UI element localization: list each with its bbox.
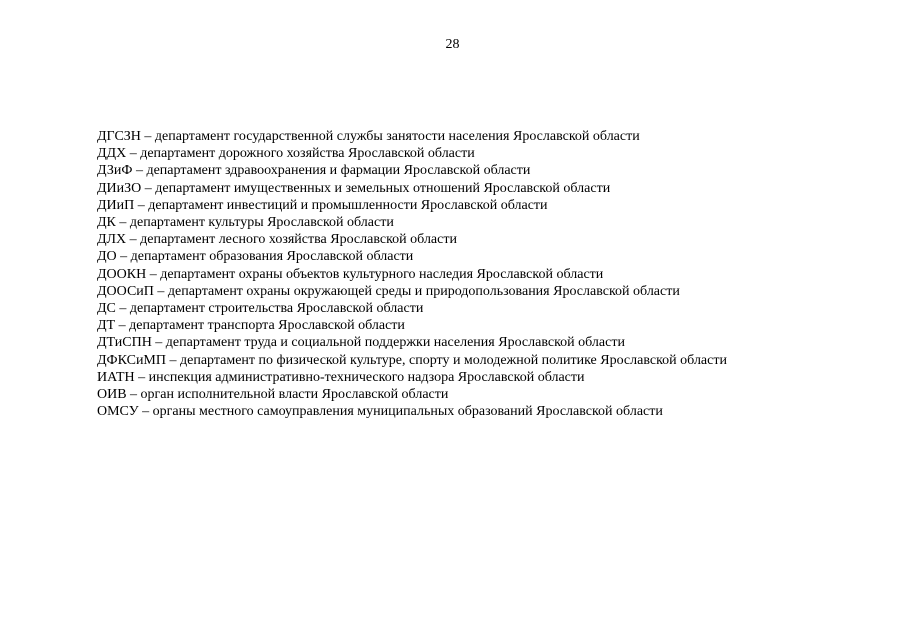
abbreviation-item: ДЗиФ – департамент здравоохранения и фармации Ярославской области	[97, 163, 531, 179]
abbreviation-item: ДЛХ – департамент лесного хозяйства Ярославской области	[97, 232, 457, 248]
abbreviation-item: ДИиЗО – департамент имущественных и земельных отношений Ярославской области	[97, 180, 611, 196]
abbreviation-item: ДТиСПН – департамент труда и социальной поддержки населения Ярославской области	[97, 335, 625, 351]
page-number: 28	[445, 37, 460, 52]
abbreviation-item: ДООКН – департамент охраны объектов культурного наследия Ярославской области	[97, 266, 604, 282]
abbreviation-item: ДК – департамент культуры Ярославской области	[97, 215, 394, 231]
abbreviation-item: ДООСиП – департамент охраны окружающей среды и природопользования Ярославской области	[97, 283, 680, 299]
abbreviation-item: ДФКСиМП – департамент по физической культуре, спорту и молодежной политике Ярославской области	[97, 352, 727, 368]
abbreviation-item: ДГСЗН – департамент государственной службы занятости населения Ярославской области	[97, 129, 640, 144]
abbreviation-item: ДТ – департамент транспорта Ярославской области	[97, 318, 405, 334]
abbreviation-item: ОМСУ – органы местного самоуправления муниципальных образований Ярославской области	[97, 404, 663, 420]
abbreviation-list	[97, 128, 727, 420]
abbreviation-item: ДИиП – департамент инвестиций и промышленности Ярославской области	[97, 197, 548, 213]
abbreviation-item: ОИВ – орган исполнительной власти Ярославской области	[97, 387, 449, 403]
abbreviation-item: ИАТН – инспекция административно-технического надзора Ярославской области	[97, 369, 585, 385]
abbreviation-item: ДО – департамент образования Ярославской области	[97, 249, 414, 265]
abbreviation-item: ДДХ – департамент дорожного хозяйства Ярославской области	[97, 146, 475, 162]
abbreviation-item: ДС – департамент строительства Ярославской области	[97, 301, 424, 317]
